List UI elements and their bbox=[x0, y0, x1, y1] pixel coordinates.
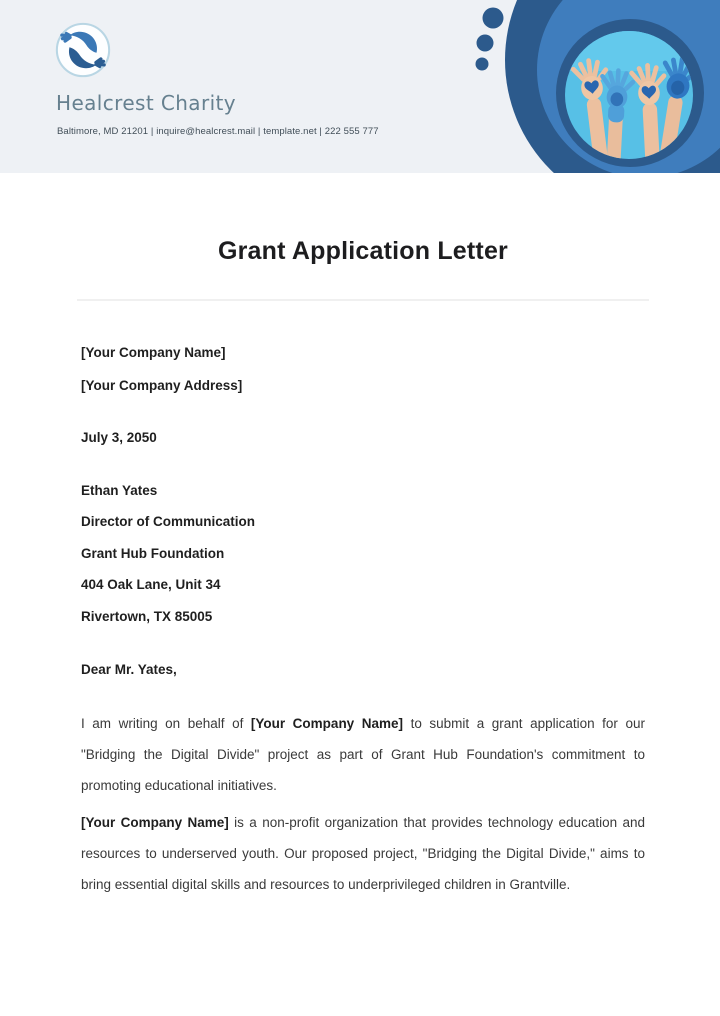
org-logo bbox=[55, 22, 111, 78]
sender-company-name: [Your Company Name] bbox=[81, 345, 226, 360]
sender-company-address: [Your Company Address] bbox=[81, 378, 243, 393]
org-email: inquire@healcrest.mail bbox=[156, 126, 256, 137]
recipient-street: 404 Oak Lane, Unit 34 bbox=[81, 577, 221, 593]
salutation-block bbox=[81, 653, 645, 686]
salutation: Dear Mr. Yates, bbox=[81, 662, 177, 678]
contact-separator: | bbox=[316, 126, 325, 137]
title-divider bbox=[77, 299, 649, 301]
deco-dot-large-icon bbox=[483, 8, 504, 29]
contact-separator: | bbox=[148, 126, 157, 137]
document-title: Grant Application Letter bbox=[217, 237, 508, 265]
recipient-block bbox=[81, 475, 645, 632]
org-website: template.net bbox=[263, 126, 317, 137]
two-hands-circle-logo-icon bbox=[55, 22, 111, 78]
body-paragraph-2: [Your Company Name] is a non-profit organization that provides technology education and resources to underserved youth. Our proposed project, "Bridging the Digital Divide," aims to bring essential digital skills and resources to underprivileged children in Grantville. bbox=[81, 815, 645, 893]
recipient-company: Grant Hub Foundation bbox=[81, 545, 225, 561]
date-block bbox=[81, 421, 645, 454]
sender-block bbox=[81, 336, 645, 402]
body-paragraph-1: I am writing on behalf of [Your Company Name] to submit a grant application for our "Bridging the Digital Divide" project as part of Grant Hub Foundation's commitment to promoting educational initiatives. bbox=[81, 716, 645, 794]
recipient-title: Director of Communication bbox=[81, 514, 256, 530]
contact-separator: | bbox=[255, 126, 264, 137]
org-contact-line bbox=[57, 126, 379, 137]
org-location: Baltimore, MD 21201 bbox=[57, 126, 149, 137]
recipient-city: Rivertown, TX 85005 bbox=[81, 608, 213, 624]
header-decoration bbox=[470, 0, 720, 173]
org-name: Healcrest Charity bbox=[56, 91, 237, 115]
org-phone: 222 555 777 bbox=[324, 126, 379, 137]
deco-dot-medium-icon bbox=[477, 35, 494, 52]
letterhead bbox=[0, 0, 720, 173]
letter-body bbox=[0, 236, 720, 900]
recipient-name: Ethan Yates bbox=[81, 483, 158, 498]
letter-date: July 3, 2050 bbox=[81, 430, 157, 445]
deco-dot-small-icon bbox=[476, 58, 489, 71]
